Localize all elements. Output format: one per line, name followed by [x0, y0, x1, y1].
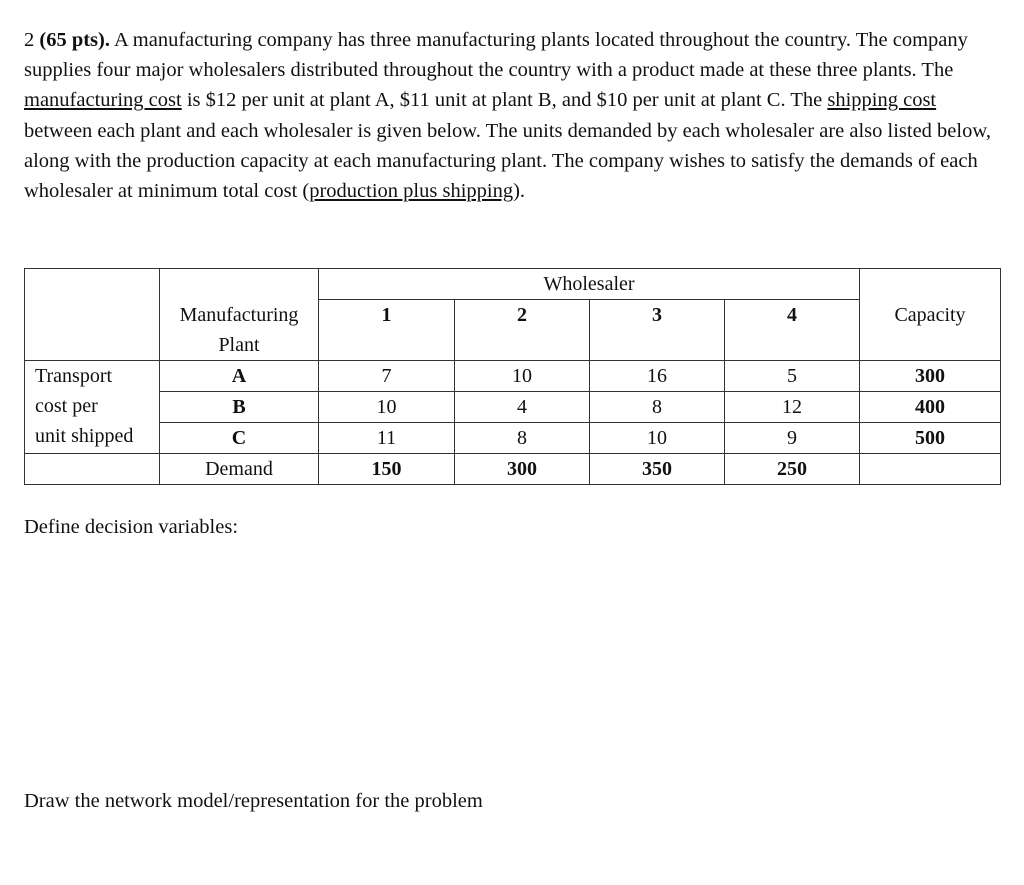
empty-plant-header-top	[160, 269, 319, 300]
row-label-line-3: unit shipped	[35, 425, 134, 447]
cost-c-1: 11	[319, 423, 455, 454]
row-label-line-2: cost per	[35, 395, 98, 417]
plant-header-line-2: Plant	[218, 333, 260, 356]
cost-a-4: 5	[725, 361, 860, 392]
demand-label: Demand	[160, 454, 319, 485]
plant-header-line-1: Manufacturing	[179, 303, 299, 326]
cost-a-2: 10	[455, 361, 590, 392]
plant-c-label: C	[160, 423, 319, 454]
plant-a-label: A	[160, 361, 319, 392]
demand-1: 150	[319, 454, 455, 485]
problem-text-4: ).	[513, 180, 526, 203]
capacity-b: 400	[860, 392, 1001, 423]
cost-a-1: 7	[319, 361, 455, 392]
cost-a-3: 16	[590, 361, 725, 392]
empty-corner-cell	[25, 269, 160, 361]
manufacturing-cost-term: manufacturing cost	[24, 89, 182, 112]
demand-row	[25, 454, 1001, 485]
cost-c-2: 8	[455, 423, 590, 454]
cost-b-1: 10	[319, 392, 455, 423]
network-model-prompt: Draw the network model/representation for the problem	[24, 790, 483, 812]
capacity-c: 500	[860, 423, 1001, 454]
problem-text-3: between each plant and each wholesaler is given below. The units demanded by each wholesaler are also listed below, along with the production capacity at each manufacturing plant. The company wishes to satisfy the demands of each wholesaler at minimum total cost (	[24, 119, 991, 203]
problem-number: 2	[24, 29, 35, 51]
decision-variables-prompt: Define decision variables:	[24, 516, 239, 538]
transport-cost-table	[24, 268, 1001, 485]
demand-3: 350	[590, 454, 725, 485]
cost-b-4: 12	[725, 392, 860, 423]
row-label-line-1: Transport	[35, 365, 113, 387]
cost-c-4: 9	[725, 423, 860, 454]
cost-b-2: 4	[455, 392, 590, 423]
wholesaler-1-header: 1	[319, 300, 455, 361]
table-row	[25, 361, 1001, 392]
table-column-header-row	[25, 300, 1001, 361]
production-plus-shipping-term: production plus shipping	[309, 180, 514, 203]
empty-capacity-header-top	[860, 269, 1001, 300]
demand-4: 250	[725, 454, 860, 485]
demand-2: 300	[455, 454, 590, 485]
table-header-row	[25, 269, 1001, 300]
plant-b-label: B	[160, 392, 319, 423]
capacity-column-header: Capacity	[860, 300, 1001, 361]
wholesaler-group-header: Wholesaler	[319, 269, 860, 300]
empty-demand-capacity	[860, 454, 1001, 485]
wholesaler-3-header: 3	[590, 300, 725, 361]
empty-demand-corner	[25, 454, 160, 485]
cost-b-3: 8	[590, 392, 725, 423]
transport-cost-row-label	[25, 361, 160, 454]
table-row	[25, 392, 1001, 423]
problem-statement	[24, 25, 1000, 206]
cost-c-3: 10	[590, 423, 725, 454]
problem-text-1: A manufacturing company has three manufacturing plants located throughout the country. The company supplies four major wholesalers distributed throughout the country with a product made at these three plants. The	[24, 29, 968, 82]
capacity-a: 300	[860, 361, 1001, 392]
wholesaler-4-header: 4	[725, 300, 860, 361]
wholesaler-2-header: 2	[455, 300, 590, 361]
shipping-cost-term: shipping cost	[827, 89, 937, 112]
table-row	[25, 423, 1001, 454]
problem-text-2: is $12 per unit at plant A, $11 unit at plant B, and $10 per unit at plant C. The	[181, 89, 828, 112]
plant-column-header	[160, 300, 319, 361]
problem-points: (65 pts).	[39, 29, 110, 51]
